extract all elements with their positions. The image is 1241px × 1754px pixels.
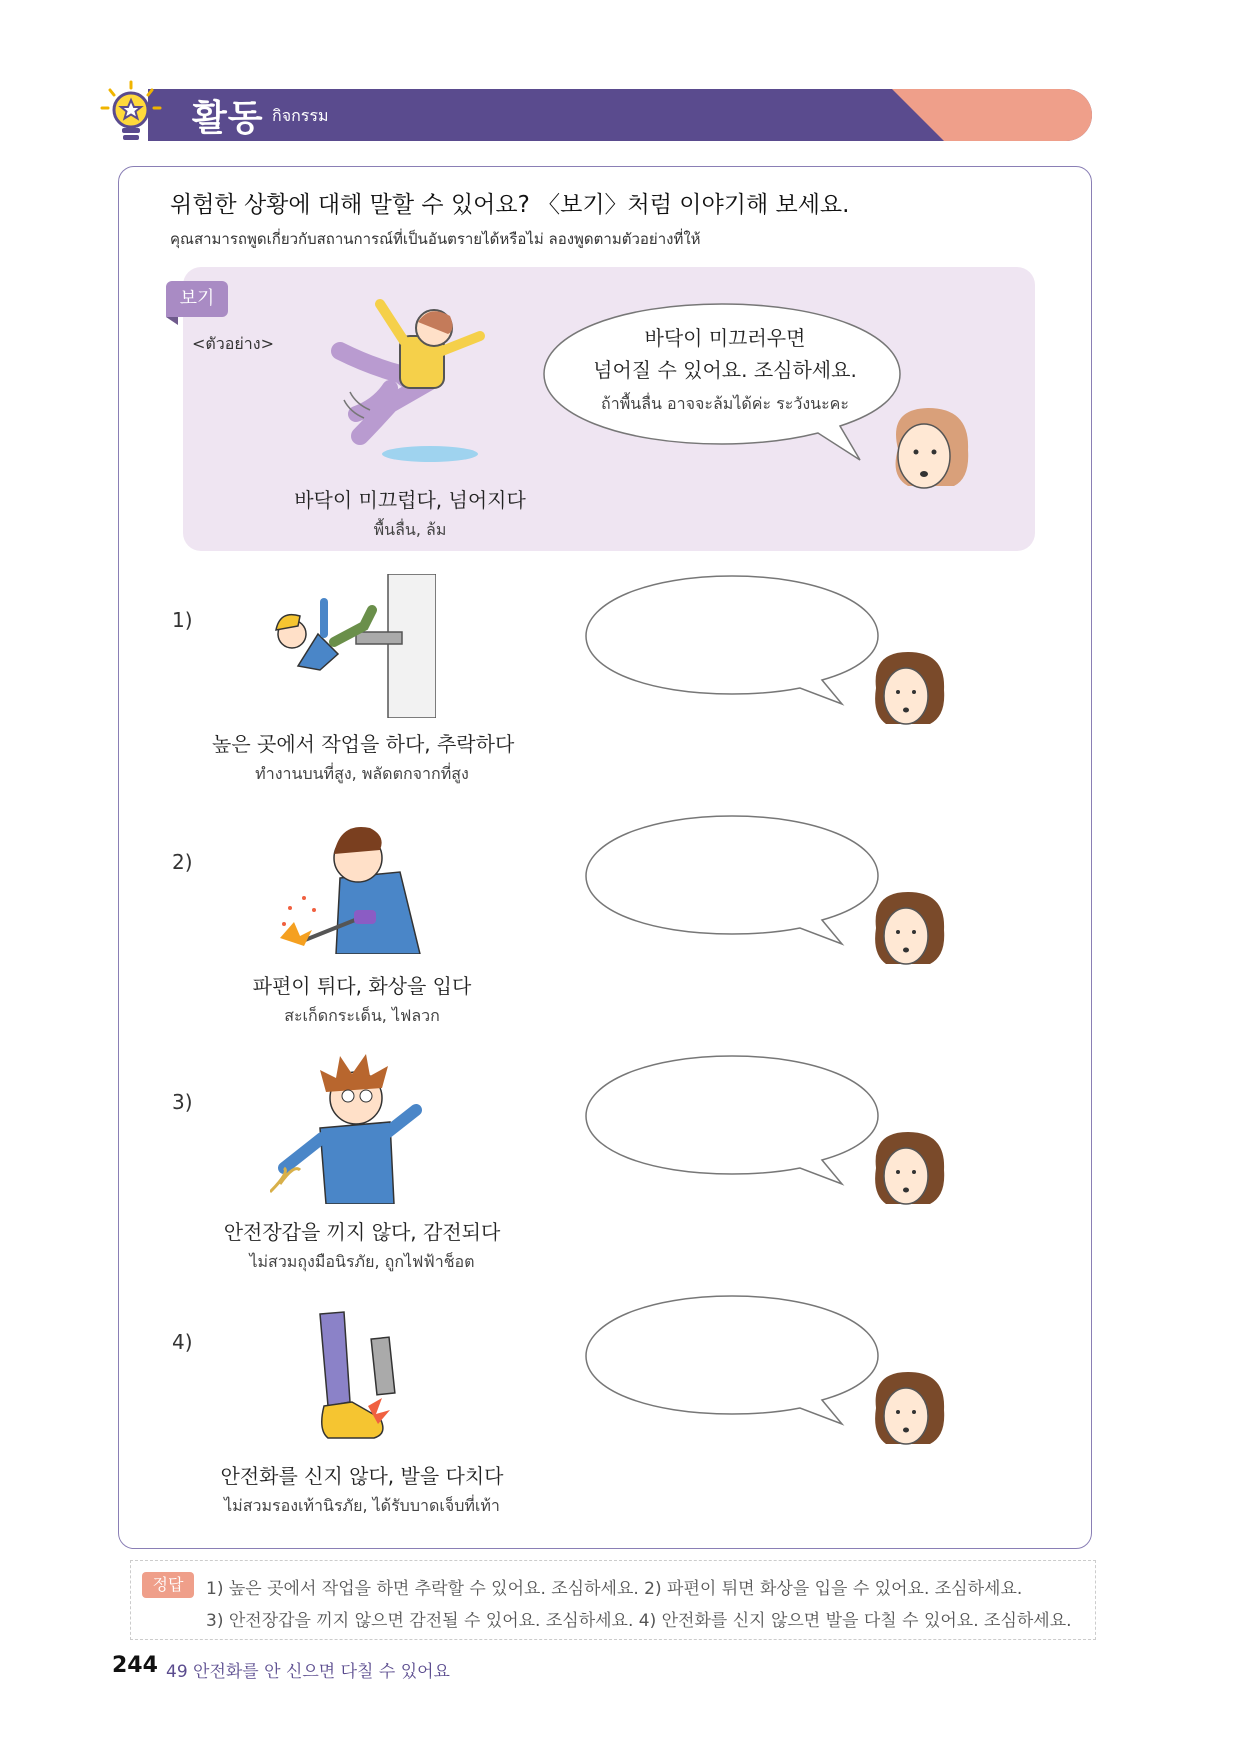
item-caption-thai: ทำงานบนที่สูง, พลัดตกจากที่สูง	[255, 764, 469, 783]
example-tag: 보기	[166, 281, 228, 317]
woman-face-icon	[864, 888, 954, 968]
header-subtitle: กิจกรรม	[272, 106, 329, 125]
woman-face-illustration	[878, 404, 982, 494]
item-caption: 높은 곳에서 작업을 하다, 추락하다	[212, 732, 515, 756]
answer-line-2: 3) 안전장갑을 끼지 않으면 감전될 수 있어요. 조심하세요. 4) 안전화를 신지 않으면 발을 다칠 수 있어요. 조심하세요.	[206, 1611, 1072, 1631]
item-number: 1)	[172, 608, 193, 632]
empty-speech-bubble	[582, 1052, 882, 1188]
instruction-thai: คุณสามารถพูดเกี่ยวกับสถานการณ์ที่เป็นอันตรายได้หรือไม่ ลองพูดตามตัวอย่างที่ให้	[170, 230, 701, 248]
page-number: 244	[112, 1653, 158, 1678]
item-caption-thai: สะเก็ดกระเด็น, ไฟลวก	[284, 1006, 440, 1025]
lesson-title: 49 안전화를 안 신으면 다칠 수 있어요	[166, 1662, 450, 1682]
example-bubble-line1: 바닥이 미끄러우면	[644, 326, 806, 350]
item-caption: 안전장갑을 끼지 않다, 감전되다	[223, 1220, 501, 1244]
item-number: 2)	[172, 850, 193, 874]
item-caption: 안전화를 신지 않다, 발을 다치다	[220, 1464, 504, 1488]
example-tag-thai: <ตัวอย่าง>	[192, 334, 274, 353]
example-bubble-line2: 넘어질 수 있어요. 조심하세요.	[593, 358, 857, 382]
answer-tag: 정답	[142, 1572, 194, 1598]
woman-face-icon	[864, 1368, 954, 1448]
item-caption-thai: ไม่สวมถุงมือนิรภัย, ถูกไฟฟ้าช็อต	[249, 1252, 475, 1271]
item-number: 4)	[172, 1330, 193, 1354]
example-caption-thai: พื้นลื่น, ล้ม	[373, 520, 447, 539]
instruction-korean: 위험한 상황에 대해 말할 수 있어요? 〈보기〉처럼 이야기해 보세요.	[170, 192, 850, 218]
answer-line-1: 1) 높은 곳에서 작업을 하면 추락할 수 있어요. 조심하세요. 2) 파편이 튀면 화상을 입을 수 있어요. 조심하세요.	[206, 1579, 1023, 1599]
foot-injury-illustration	[314, 1310, 404, 1446]
empty-speech-bubble	[582, 572, 882, 708]
welding-worker-illustration	[270, 818, 430, 954]
woman-face-icon	[864, 1128, 954, 1208]
empty-speech-bubble	[582, 812, 882, 948]
item-caption-thai: ไม่สวมรองเท้านิรภัย, ได้รับบาดเจ็บที่เท้า	[224, 1496, 500, 1515]
header-title: 활동	[192, 98, 264, 139]
lightbulb-star-icon	[96, 78, 166, 148]
falling-worker-illustration	[268, 574, 436, 718]
woman-face-icon	[864, 648, 954, 728]
example-tag-fold	[166, 317, 178, 325]
example-bubble-thai: ถ้าพื้นลื่น อาจจะล้มได้ค่ะ ระวังนะคะ	[601, 394, 849, 413]
item-number: 3)	[172, 1090, 193, 1114]
empty-speech-bubble	[582, 1292, 882, 1428]
example-caption: 바닥이 미끄럽다, 넘어지다	[294, 488, 526, 512]
electric-shock-worker-illustration	[270, 1052, 430, 1204]
item-caption: 파편이 튀다, 화상을 입다	[252, 974, 472, 998]
slipping-woman-illustration	[330, 296, 510, 466]
